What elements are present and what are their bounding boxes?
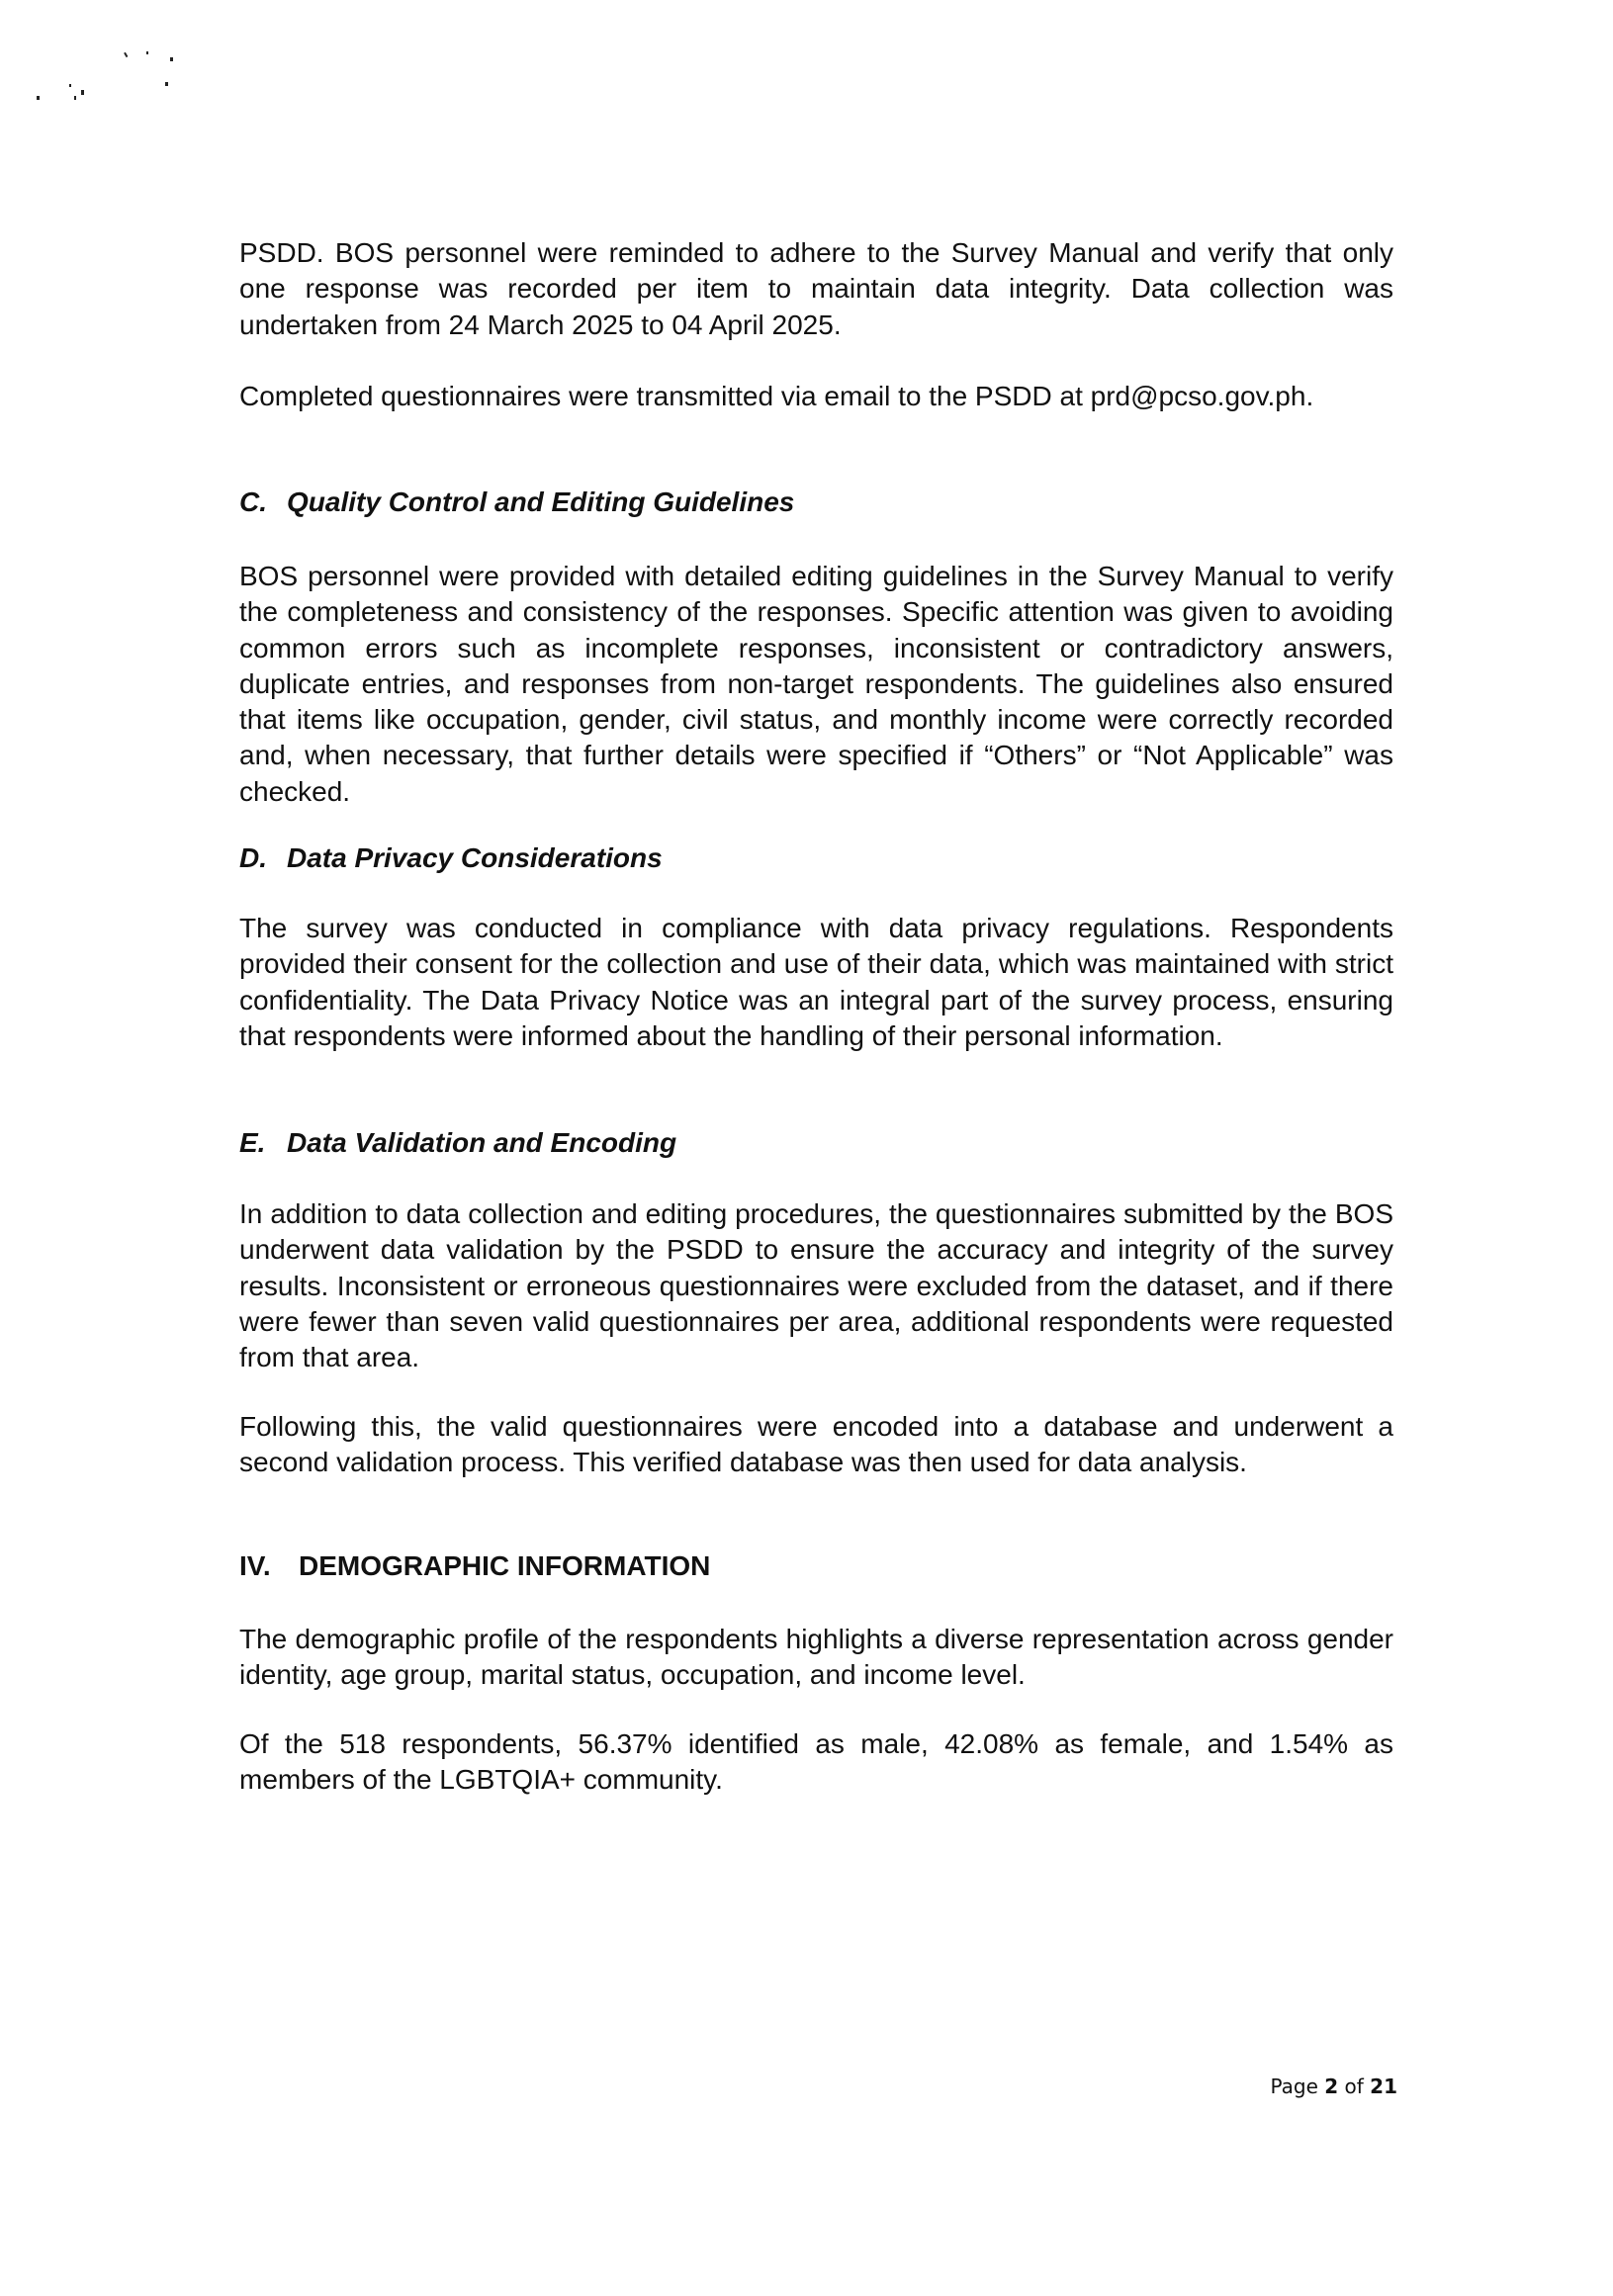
scan-artifact-marks xyxy=(30,44,188,114)
section-heading-demographic-information xyxy=(239,1548,1393,1584)
current-page-number: 2 xyxy=(1324,2075,1339,2098)
total-page-count: 21 xyxy=(1370,2075,1397,2098)
paragraph-demographic-profile: The demographic profile of the respondents highlights a diverse representation across gender identity, age group, marital status, occupation, and income level. xyxy=(239,1624,1393,1691)
paragraph-transmission xyxy=(239,379,1393,414)
section-label: C. xyxy=(239,486,267,517)
section-title: DEMOGRAPHIC INFORMATION xyxy=(299,1550,711,1581)
paragraph-transmission-text: Completed questionnaires were transmitted via email to the PSDD at prd@pcso.gov.ph. xyxy=(239,381,1314,411)
section-heading-data-validation xyxy=(239,1125,1393,1161)
section-title: Data Privacy Considerations xyxy=(287,842,663,873)
paragraph-quality-control: BOS personnel were provided with detailed editing guidelines in the Survey Manual to verify the completeness and consistency of the responses. Specific attention was given to avoiding common errors such as incomplete responses, inconsistent or contradictory answers, duplicate entries, and responses from non-target respondents. The guidelines also ensured that items like occupation, gender, civil status, and monthly income were correctly recorded and, when necessary, that further details were specified if “Others” or “Not Applicable” was checked. xyxy=(239,561,1393,807)
section-label: D. xyxy=(239,842,267,873)
paragraph-gender-breakdown: Of the 518 respondents, 56.37% identified as male, 42.08% as female, and 1.54% as members of the LGBTQIA+ community. xyxy=(239,1728,1393,1796)
paragraph-data-privacy: The survey was conducted in compliance with data privacy regulations. Respondents provided their consent for the collection and use of their data, which was maintained with strict confidentiality. The Data Privacy Notice was an integral part of the survey process, ensuring that respondents were informed about the handling of their personal information. xyxy=(239,913,1393,1051)
paragraph-encoding: Following this, the valid questionnaires were encoded into a database and underwent a second validation process. This verified database was then used for data analysis. xyxy=(239,1411,1393,1478)
page-prefix: Page xyxy=(1270,2075,1318,2098)
section-label: E. xyxy=(239,1127,266,1158)
page-of-label: of xyxy=(1344,2075,1364,2098)
section-title: Quality Control and Editing Guidelines xyxy=(287,486,795,517)
page-number-footer xyxy=(1259,2073,1397,2100)
section-title: Data Validation and Encoding xyxy=(287,1127,677,1158)
paragraph-data-validation: In addition to data collection and editing procedures, the questionnaires submitted by the BOS underwent data validation by the PSDD to ensure the accuracy and integrity of the survey results. Inconsistent or erroneous questionnaires were excluded from the dataset, and if there were fewer than seven valid questionnaires per area, additional respondents were requested from that area. xyxy=(239,1198,1393,1373)
section-heading-quality-control xyxy=(239,485,1393,520)
section-heading-data-privacy xyxy=(239,840,1393,876)
section-label: IV. xyxy=(239,1550,271,1581)
paragraph-data-collection: PSDD. BOS personnel were reminded to adhere to the Survey Manual and verify that only one response was recorded per item to maintain data integrity. Data collection was undertaken from 24 March 2025 to 04 April 2025. xyxy=(239,237,1393,340)
